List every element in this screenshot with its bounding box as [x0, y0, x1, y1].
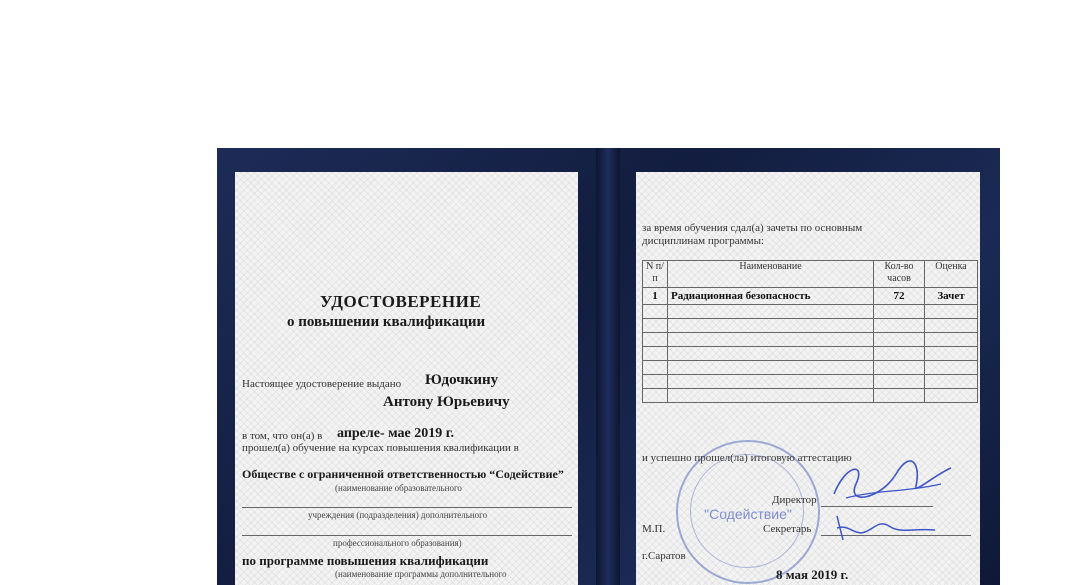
intro-line-1: за время обучения сдал(а) зачеты по основным — [642, 222, 863, 234]
secretary-label: Секретарь — [763, 523, 812, 535]
city-label: г.Саратов — [642, 550, 686, 562]
org-hint-3: профессионального образования) — [333, 538, 462, 548]
discipline-name: Радиационная безопасность — [668, 288, 874, 305]
director-signature — [826, 454, 956, 514]
divider — [242, 507, 572, 508]
right-page — [636, 172, 980, 585]
table-row-empty — [643, 305, 978, 319]
cover-spine — [596, 148, 620, 585]
org-hint-1: (наименование образовательного — [335, 483, 462, 493]
intro-line-2: дисциплинам программы: — [642, 235, 765, 247]
table-row-empty — [643, 347, 978, 361]
attestation-line: и успешно прошел(ла) итоговую аттестацию — [642, 452, 852, 464]
column-header-number: N п/п — [643, 261, 668, 288]
discipline-hours: 72 — [874, 288, 925, 305]
certificate-subtitle: о повышении квалификации — [287, 314, 486, 330]
row-number: 1 — [643, 288, 668, 305]
issue-date: 8 мая 2019 г. — [776, 567, 849, 582]
org-hint-2: учреждения (подразделения) дополнительного — [308, 510, 488, 520]
table-row-empty — [643, 375, 978, 389]
table-row-empty — [643, 361, 978, 375]
column-header-name: Наименование — [668, 261, 874, 288]
director-label: Директор — [772, 494, 817, 506]
training-period: апреле- мае 2019 г. — [337, 426, 455, 441]
issued-prefix: Настоящее удостоверение выдано — [242, 378, 402, 390]
column-header-grade: Оценка — [925, 261, 978, 288]
left-page — [235, 172, 578, 585]
column-header-hours: Кол-во часов — [874, 261, 925, 288]
certificate-title: УДОСТОВЕРЕНИЕ — [320, 292, 482, 311]
period-prefix: в том, что он(а) в — [242, 430, 323, 442]
program-line: по программе повышения квалификации — [242, 553, 489, 568]
table-row-empty — [643, 319, 978, 333]
discipline-grade: Зачет — [925, 288, 978, 305]
recipient-surname: Юдочкину — [425, 372, 499, 388]
disciplines-table — [642, 260, 978, 403]
table-row-empty — [643, 389, 978, 403]
table-row — [643, 288, 978, 305]
divider — [242, 535, 572, 536]
stamp-text: "Содействие" — [704, 506, 792, 522]
program-hint: (наименование программы дополнительного — [335, 569, 507, 579]
training-line: прошел(а) обучение на курсах повышения квалификации в — [242, 442, 519, 454]
recipient-name: Антону Юрьевичу — [383, 394, 510, 410]
mp-label: М.П. — [642, 523, 666, 535]
table-row-empty — [643, 333, 978, 347]
organization-name: Обществе с ограниченной ответственностью “Содействие” — [242, 467, 564, 481]
secretary-signature — [831, 506, 941, 546]
